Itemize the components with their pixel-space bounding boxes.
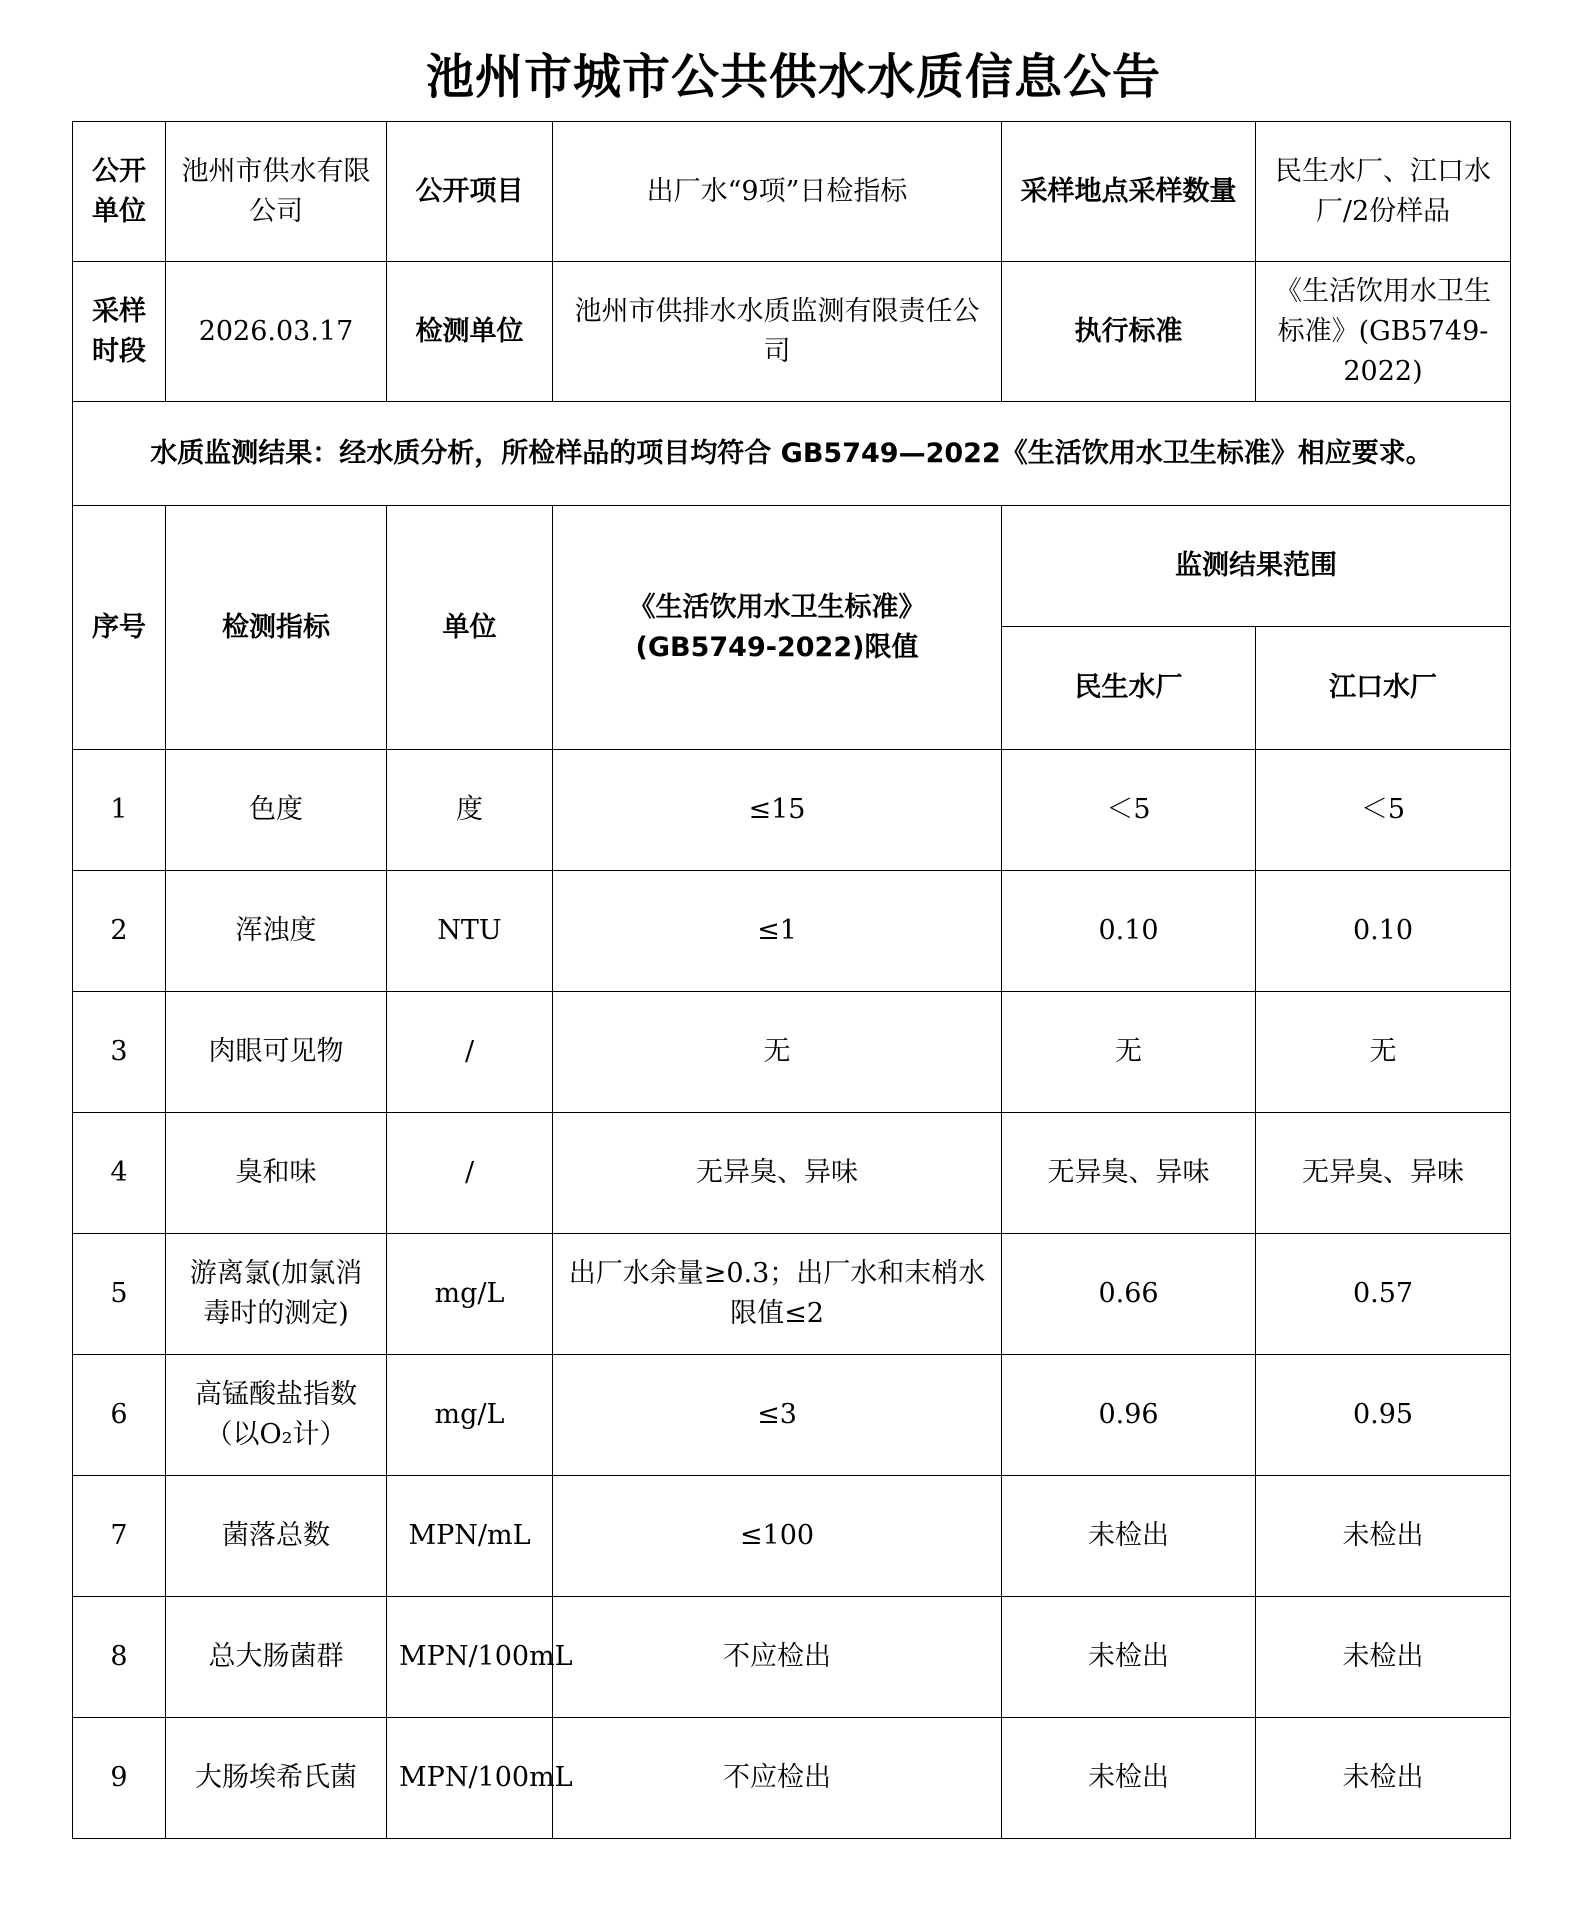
row-unit: MPN/100mL — [387, 1718, 553, 1839]
monitoring-result-text: 水质监测结果：经水质分析，所检样品的项目均符合 GB5749—2022《生活饮用水卫生标准》相应要求。 — [73, 402, 1511, 506]
row-minsheng-value: 无 — [1002, 992, 1256, 1113]
pub-item-value: 出厂水“9项”日检指标 — [553, 122, 1002, 262]
row-unit: MPN/mL — [387, 1476, 553, 1597]
row-jiangkou-value: 0.95 — [1256, 1355, 1511, 1476]
row-minsheng-value: ＜5 — [1002, 750, 1256, 871]
row-limit: 不应检出 — [553, 1718, 1002, 1839]
table-row — [73, 1718, 1511, 1839]
row-seq: 4 — [73, 1113, 166, 1234]
header-limit — [553, 506, 1002, 750]
row-seq: 6 — [73, 1355, 166, 1476]
sample-time-label: 采样时段 — [73, 262, 166, 402]
header-indicator: 检测指标 — [166, 506, 387, 750]
row-minsheng-value: 0.96 — [1002, 1355, 1256, 1476]
row-indicator: 高锰酸盐指数（以O₂计） — [166, 1355, 387, 1476]
row-limit: 出厂水余量≥0.3；出厂水和末梢水限值≤2 — [553, 1234, 1002, 1355]
row-jiangkou-value: ＜5 — [1256, 750, 1511, 871]
data-rows — [73, 750, 1511, 1839]
header-plant-minsheng: 民生水厂 — [1002, 627, 1256, 750]
table-row — [73, 1476, 1511, 1597]
row-seq: 1 — [73, 750, 166, 871]
result-row — [73, 402, 1511, 506]
row-unit: / — [387, 992, 553, 1113]
row-limit: 无 — [553, 992, 1002, 1113]
table-row — [73, 1113, 1511, 1234]
table-row — [73, 1355, 1511, 1476]
row-seq: 2 — [73, 871, 166, 992]
row-minsheng-value: 0.66 — [1002, 1234, 1256, 1355]
row-unit: mg/L — [387, 1355, 553, 1476]
row-seq: 8 — [73, 1597, 166, 1718]
row-seq: 3 — [73, 992, 166, 1113]
row-jiangkou-value: 未检出 — [1256, 1597, 1511, 1718]
row-unit: mg/L — [387, 1234, 553, 1355]
row-indicator: 色度 — [166, 750, 387, 871]
sample-location-value: 民生水厂、江口水厂/2份样品 — [1256, 122, 1511, 262]
row-jiangkou-value: 0.57 — [1256, 1234, 1511, 1355]
row-jiangkou-value: 0.10 — [1256, 871, 1511, 992]
header-result-range: 监测结果范围 — [1002, 506, 1511, 627]
row-indicator: 肉眼可见物 — [166, 992, 387, 1113]
standard-value: 《生活饮用水卫生标准》(GB5749-2022) — [1256, 262, 1511, 402]
row-minsheng-value: 未检出 — [1002, 1718, 1256, 1839]
row-limit: 无异臭、异味 — [553, 1113, 1002, 1234]
row-seq: 9 — [73, 1718, 166, 1839]
row-jiangkou-value: 无异臭、异味 — [1256, 1113, 1511, 1234]
row-limit: ≤15 — [553, 750, 1002, 871]
row-indicator: 菌落总数 — [166, 1476, 387, 1597]
row-unit: MPN/100mL — [387, 1597, 553, 1718]
header-limit-line1: 《生活饮用水卫生标准》 — [628, 591, 926, 623]
row-indicator: 总大肠菌群 — [166, 1597, 387, 1718]
row-minsheng-value: 未检出 — [1002, 1476, 1256, 1597]
water-quality-table — [72, 121, 1511, 1839]
pub-unit-label: 公开单位 — [73, 122, 166, 262]
row-unit: / — [387, 1113, 553, 1234]
test-unit-value: 池州市供排水水质监测有限责任公司 — [553, 262, 1002, 402]
pub-unit-value: 池州市供水有限公司 — [166, 122, 387, 262]
page-title: 池州市城市公共供水水质信息公告 — [425, 49, 1161, 105]
row-minsheng-value: 未检出 — [1002, 1597, 1256, 1718]
table-row — [73, 871, 1511, 992]
sample-location-label: 采样地点采样数量 — [1002, 122, 1256, 262]
header-unit: 单位 — [387, 506, 553, 750]
table-row — [73, 750, 1511, 871]
row-indicator: 大肠埃希氏菌 — [166, 1718, 387, 1839]
row-indicator: 臭和味 — [166, 1113, 387, 1234]
sample-time-value: 2026.03.17 — [166, 262, 387, 402]
row-unit: NTU — [387, 871, 553, 992]
row-seq: 7 — [73, 1476, 166, 1597]
pub-item-label: 公开项目 — [387, 122, 553, 262]
row-limit: 不应检出 — [553, 1597, 1002, 1718]
row-limit: ≤1 — [553, 871, 1002, 992]
standard-label: 执行标准 — [1002, 262, 1256, 402]
row-jiangkou-value: 未检出 — [1256, 1718, 1511, 1839]
row-minsheng-value: 0.10 — [1002, 871, 1256, 992]
table-row — [73, 1597, 1511, 1718]
header-seq: 序号 — [73, 506, 166, 750]
row-seq: 5 — [73, 1234, 166, 1355]
row-limit: ≤3 — [553, 1355, 1002, 1476]
row-unit: 度 — [387, 750, 553, 871]
table-row — [73, 992, 1511, 1113]
row-minsheng-value: 无异臭、异味 — [1002, 1113, 1256, 1234]
row-indicator: 游离氯(加氯消毒时的测定) — [166, 1234, 387, 1355]
test-unit-label: 检测单位 — [387, 262, 553, 402]
row-jiangkou-value: 无 — [1256, 992, 1511, 1113]
info-row-2 — [73, 262, 1511, 402]
header-limit-line2: (GB5749-2022)限值 — [635, 631, 919, 663]
table-row — [73, 1234, 1511, 1355]
header-plant-jiangkou: 江口水厂 — [1256, 627, 1511, 750]
header-row-1 — [73, 506, 1511, 627]
row-indicator: 浑浊度 — [166, 871, 387, 992]
info-row-1 — [73, 122, 1511, 262]
row-limit: ≤100 — [553, 1476, 1002, 1597]
row-jiangkou-value: 未检出 — [1256, 1476, 1511, 1597]
